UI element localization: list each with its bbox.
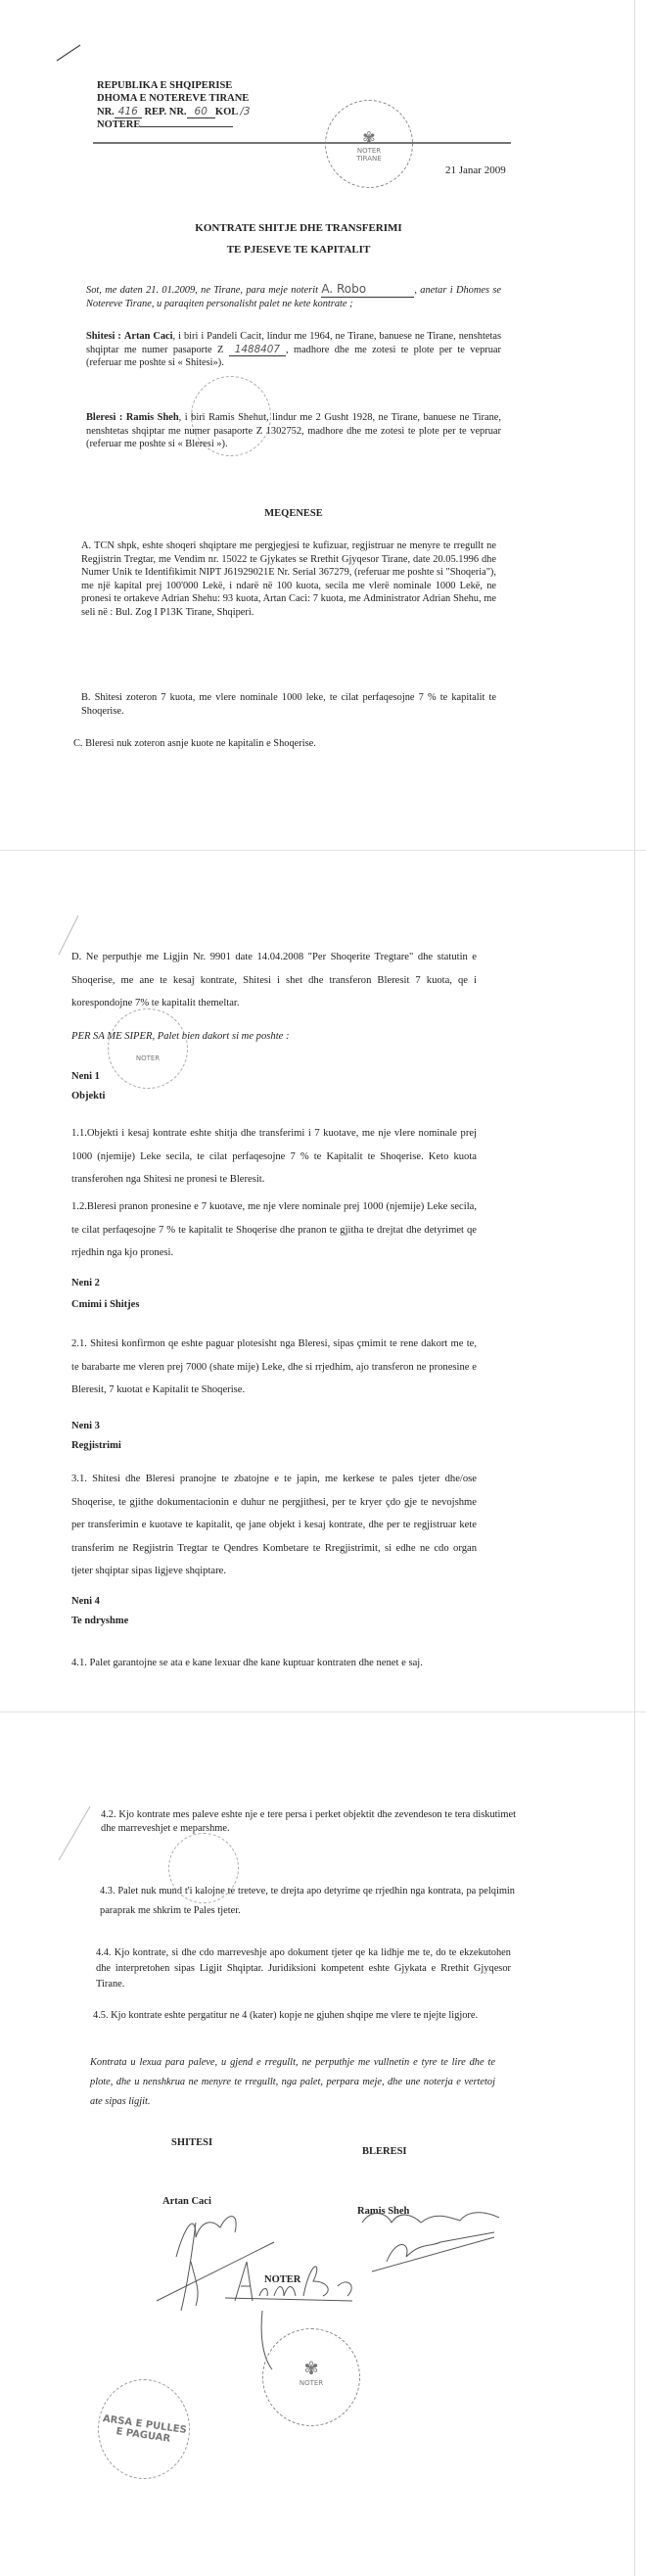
clause-4-4: 4.4. Kjo kontrate, si dhe cdo marreveshje apo dokument tjeter qe ka lidhje me te, do te ekzekutohen dhe interpretohen sipas Ligjit Shqiptar. Juridiksioni kompetent eshte Gjykata e Rrethit Gjyqesor Tirane.: [96, 1947, 511, 1990]
seller-paragraph: [86, 330, 501, 370]
buyer-role: BLERESI: [362, 2146, 407, 2157]
clause-3-1: 3.1. Shitesi dhe Bleresi pranojne te zbatojne e te japin, me kerkese te pales tjeter dhe/ose Shoqerise, te gjithe dokumentacionin e duhur ne pergjithesi, per te kryer çdo gje te nevojshme per transferimin e kuotave te kapitalit, qe jane objekt i kesaj kontrate, dhe per te regjistruar kete transferim ne Regjistrin Tregtar te Qendres Kombetare te Rregjistrimit, si edhe ne cdo organ tjeter shqiptar sipas ligjeve shqiptare.: [71, 1474, 477, 1576]
rep-label: REP. NR.: [144, 106, 187, 117]
clause-1-1: 1.1.Objekti i kesaj kontrate eshte shitja dhe transferimi i 7 kuotave, me nje vlere nominale prej 1000 (njemije) Leke secila, te cilat perfaqesojne 7 % te Kapitalit te Shoqerise. Keto kuota transferohen nga Shitesi ne pronesi te Bleresit.: [71, 1128, 477, 1185]
fee-stamp-text: ARSA E PULLES E PAGUAR: [102, 2413, 188, 2445]
article-title: Cmimi i Shitjes: [71, 1299, 140, 1310]
fee-paid-stamp: [98, 2379, 190, 2479]
kol-label: KOL: [214, 106, 238, 117]
notary-seal-stamp: NOTER: [108, 1008, 188, 1089]
seller-text-end: , madhore dhe me zotesi te plote per te vepruar (referuar me poshte si « Shitesi»).: [86, 344, 501, 369]
clause-4-5: 4.5. Kjo kontrate eshte pergatitur ne 4 (kater) kopje ne gjuhen shqipe me vlere te njejte ligjore.: [93, 2010, 479, 2021]
meqenese-heading: MEQENESE: [264, 508, 323, 519]
document-title: [117, 217, 480, 260]
header-numbers: [97, 106, 251, 118]
intro-text-end: , anetar i Dhomes se Notereve Tirane, u paraqiten personalisht palet ne kete kontrate ;: [86, 285, 501, 309]
header-chamber: DHOMA E NOTEREVE TIRANE: [97, 93, 250, 105]
notary-seal-stamp: ✾ NOTER TIRANE: [325, 100, 413, 188]
buyer-label: Bleresi :: [86, 412, 123, 423]
seller-name: Artan Caci: [123, 331, 173, 342]
article-title: Te ndryshme: [71, 1616, 129, 1626]
clause-2-1: 2.1. Shitesi konfirmon qe eshte paguar plotesisht nga Bleresi, sipas çmimit te rene dakort me te, te barabarte me vleren prej 7000 (shate mije) Leke, dhe si rrjedhim, ajo transferon ne pronesine e Bleresit, 7 kuotat e Kapitalit te Shoqerise.: [71, 1338, 477, 1395]
article-number: Neni 3: [71, 1421, 100, 1431]
nr-label: NR.: [97, 106, 115, 117]
notary-seal-stamp: ✾ NOTER: [262, 2328, 360, 2426]
kol-value: /3: [240, 105, 251, 117]
notary-seal-stamp: [168, 1833, 239, 1903]
seller-name-signature: Artan Caci: [162, 2196, 211, 2207]
recital-b: B. Shitesi zoteron 7 kuota, me vlere nominale 1000 leke, te cilat perfaqesojne 7 % te kapitalit te Shoqerise.: [81, 692, 496, 717]
clause-4-1: 4.1. Palet garantojne se ata e kane lexuar dhe kane kuptuar kontraten dhe nenet e saj.: [71, 1658, 423, 1668]
article-2-heading: [71, 1273, 139, 1316]
header-republic: REPUBLIKA E SHQIPERISE: [97, 80, 233, 91]
article-3-heading: [71, 1417, 121, 1456]
notere-label: NOTERE: [97, 119, 141, 131]
notary-role: NOTER: [264, 2274, 301, 2285]
intro-paragraph: [86, 283, 501, 310]
nr-value: 416: [115, 106, 142, 118]
article-number: Neni 4: [71, 1596, 100, 1607]
seller-signature: [157, 2217, 274, 2311]
buyer-name-signature: Ramis Sheh: [357, 2206, 410, 2217]
agreement-intro: PER SA ME SIPER, Palet bien dakort si me poshte :: [71, 1031, 290, 1042]
title-line-1: KONTRATE SHITJE DHE TRANSFERIMI: [195, 222, 402, 234]
clause-4-2: 4.2. Kjo kontrate mes paleve eshte nje e tere persa i perket objektit dhe zevendeson te tera diskutimet dhe marreveshjet e meparshme.: [101, 1809, 516, 1834]
seller-role: SHITESI: [171, 2137, 213, 2148]
document-date: 21 Janar 2009: [445, 164, 506, 176]
buyer-text: , i biri Ramis Shehut, lindur me 2 Gusht 1928, ne Tirane, banuese ne Tirane, nenshtetas shqiptar me numer pasaporte Z 1302752, madhore dhe me zotesi te plote per te vepruar (referuar me poshte si « Bleresi »).: [86, 412, 501, 450]
intro-text: Sot, me daten 21. 01.2009, ne Tirane, para meje noterit: [86, 285, 318, 296]
article-number: Neni 2: [71, 1278, 100, 1288]
closing-statement: Kontrata u lexua para paleve, u gjend e rregullt, ne perputhje me vullnetin e tyre te lire dhe te plote, dhe u nenshkrua ne menyre te rregullt, nga palet, perpara meje, dhe une noterja e vertetoj ate sipas ligjit.: [90, 2057, 495, 2107]
notary-name-handwritten: A. Robo: [321, 283, 414, 298]
recital-a: A. TCN shpk, eshte shoqeri shqiptare me pergjegjesi te kufizuar, regjistruar ne menyre te rregullt ne Regjistrin Tregtar, me Vendim nr. 15022 te Gjykates se Rrethit Gjyqesor Tirane, date 20.05.1996 dhe Numer Unik te Identifikimit NIPT J61929021E Nr. Serial 367279, (referuar me poshte si "Shoqeria"), me një kapital prej 100'000 Lekë, i ndarë në 100 kuota, secila me vlerë nominale 1000 Lekë, ne pronesi te ortakeve Adrian Shehu: 93 kuota, Artan Caci: 7 kuota, me Administrator Adrian Shehu, me seli në : Bul. Zog I P13K Tirane, Shqiperi.: [81, 540, 496, 618]
clause-4-3: 4.3. Palet nuk mund t'i kalojne te treteve, te drejta apo detyrime qe rrjedhin nga kontrata, pa pelqimin paraprak me shkrim te Pales tjeter.: [100, 1886, 515, 1916]
clause-1-2: 1.2.Bleresi pranon pronesine e 7 kuotave, me nje vlere nominale prej 1000 (njemije) Leke secila, te cilat perfaqesojne 7 % te kapitalit te Shoqerise dhe pranon te gjitha te drejtat dhe detyrimet qe rrjedhin nga kjo pronesi.: [71, 1201, 477, 1258]
seller-passport-handwritten: 1488407: [229, 344, 286, 356]
title-line-2: TE PJESEVE TE KAPITALIT: [226, 244, 371, 256]
buyer-name: Ramis Sheh: [125, 412, 179, 423]
header-block: [97, 79, 251, 132]
buyer-signature: [362, 2213, 499, 2272]
article-title: Regjistrimi: [71, 1440, 121, 1451]
article-title: Objekti: [71, 1091, 106, 1101]
recital-d: D. Ne perputhje me Ligjin Nr. 9901 date 14.04.2008 "Per Shoqerite Tregtare" dhe statutin e Shoqerise, me ane te kesaj kontrate, Shitesi i shet dhe transferon Bleresit 7 kuota, qe i korespondojne 7% te kapitalit themeltar.: [71, 952, 477, 1008]
seller-label: Shitesi :: [86, 331, 121, 342]
article-4-heading: [71, 1592, 128, 1631]
buyer-paragraph: [86, 411, 501, 451]
rep-value: 60: [187, 106, 215, 118]
recital-c: C. Bleresi nuk zoteron asnje kuote ne kapitalin e Shoqerise.: [73, 738, 316, 749]
article-1-heading: [71, 1067, 105, 1106]
seller-text: , i biri i Pandeli Cacit, lindur me 1964, ne Tirane, banuese ne Tirane, nenshtetas shqiptar me numer pasaporte Z: [86, 331, 501, 355]
article-number: Neni 1: [71, 1071, 100, 1082]
